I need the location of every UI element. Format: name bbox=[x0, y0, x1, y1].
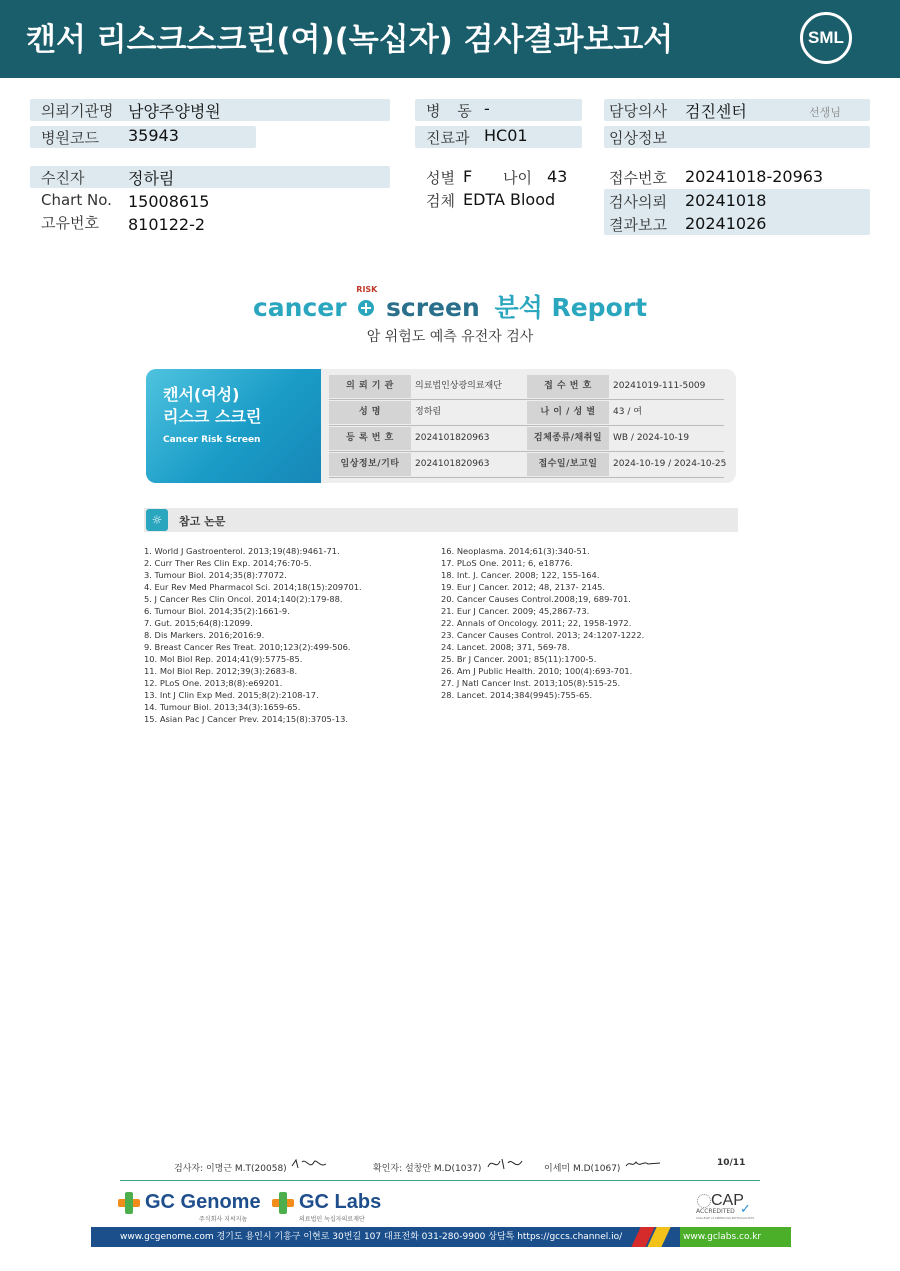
cell-value-specimen: WB / 2024-10-19 bbox=[613, 433, 690, 443]
cell-value-receipt: 20241019-111-5009 bbox=[613, 381, 706, 391]
sml-logo: SML bbox=[800, 12, 852, 64]
request-value: 20241018 bbox=[685, 191, 767, 210]
ward-value: - bbox=[484, 99, 490, 118]
report-date-value: 20241026 bbox=[685, 214, 767, 233]
receipt-value: 20241018-20963 bbox=[685, 167, 824, 186]
reference-item: 5. J Cancer Res Clin Oncol. 2014;140(2):179-88. bbox=[144, 594, 343, 604]
reference-item: 23. Cancer Causes Control. 2013; 24:1207-1222. bbox=[441, 630, 645, 640]
cell-label-registration: 등 록 번 호 bbox=[329, 427, 411, 450]
age-value: 43 bbox=[547, 167, 568, 186]
receipt-label: 접수번호 bbox=[609, 169, 667, 187]
brand-cancer: cancer bbox=[252, 293, 347, 322]
reference-item: 16. Neoplasma. 2014;61(3):340-51. bbox=[441, 546, 590, 556]
cell-label-clinical: 임상정보/기타 bbox=[329, 453, 411, 476]
confirmer-signature bbox=[486, 1155, 526, 1173]
specimen-value: EDTA Blood bbox=[463, 190, 556, 209]
brand-screen: screen bbox=[386, 293, 480, 322]
reference-item: 28. Lancet. 2014;384(9945):755-65. bbox=[441, 690, 593, 700]
references-header bbox=[144, 508, 738, 532]
department-value: HC01 bbox=[484, 126, 528, 145]
request-label: 검사의뢰 bbox=[609, 193, 667, 211]
row-divider bbox=[329, 477, 724, 478]
hospital-code-value: 35943 bbox=[128, 126, 179, 145]
reference-item: 27. J Natl Cancer Inst. 2013;105(8):515-25. bbox=[441, 678, 621, 688]
doctor-value: 검진센터 bbox=[685, 102, 747, 121]
department-label: 진료과 bbox=[426, 129, 470, 147]
reference-item: 1. World J Gastroenterol. 2013;19(48):9461-71. bbox=[144, 546, 340, 556]
brand-suffix: 분석 Report bbox=[494, 293, 648, 322]
gclabs-url[interactable]: www.gclabs.co.kr bbox=[683, 1232, 762, 1242]
examiner-signature bbox=[290, 1156, 330, 1172]
panel-title-2: 리스크 스크린 bbox=[163, 407, 262, 426]
patient-label: 수진자 bbox=[41, 169, 85, 187]
page-number: 10/11 bbox=[717, 1158, 746, 1168]
cell-value-institution: 의료법인상광의료재단 bbox=[415, 381, 502, 391]
sex-value: F bbox=[463, 167, 473, 186]
globe-icon: ☼ bbox=[146, 509, 168, 531]
reference-item: 22. Annals of Oncology. 2011; 22, 1958-1972. bbox=[441, 618, 632, 628]
reference-item: 14. Tumour Biol. 2013;34(3):1659-65. bbox=[144, 702, 301, 712]
gc-labs-logo: GC Labs bbox=[299, 1191, 382, 1213]
patient-value: 정하림 bbox=[128, 169, 175, 188]
reference-item: 20. Cancer Causes Control.2008;19, 689-701. bbox=[441, 594, 631, 604]
reference-item: 10. Mol Biol Rep. 2014;41(9):5775-85. bbox=[144, 654, 303, 664]
row-divider bbox=[329, 425, 724, 426]
gc-cross-icon bbox=[272, 1192, 294, 1214]
cap-logo: CAP bbox=[711, 1192, 744, 1209]
report-date-label: 결과보고 bbox=[609, 216, 667, 234]
cell-value-age-sex: 43 / 여 bbox=[613, 407, 642, 417]
footer-address: www.gcgenome.com 경기도 용인시 기흥구 이현로 30번길 107 대표전화 031-280-9900 상담톡 https://gccs.channel.io/ bbox=[120, 1232, 623, 1242]
cell-value-name: 정하림 bbox=[415, 407, 442, 417]
gc-genome-sub: 주식회사 지씨지놈 bbox=[199, 1216, 248, 1223]
reference-item: 19. Eur J Cancer. 2012; 48, 2137- 2145. bbox=[441, 582, 606, 592]
cell-label-specimen: 검체종류/채취일 bbox=[527, 427, 609, 450]
cap-small: COLLEGE of AMERICAN PATHOLOGISTS bbox=[696, 1216, 755, 1220]
reference-item: 11. Mol Biol Rep. 2012;39(3):2683-8. bbox=[144, 666, 298, 676]
reference-item: 8. Dis Markers. 2016;2016:9. bbox=[144, 630, 265, 640]
reference-item: 3. Tumour Biol. 2014;35(8):77072. bbox=[144, 570, 287, 580]
hospital-code-label: 병원코드 bbox=[41, 129, 99, 147]
chart-no-label: Chart No. bbox=[41, 191, 112, 209]
cell-label-receipt: 접 수 번 호 bbox=[527, 375, 609, 398]
confirmer2-signature bbox=[624, 1158, 662, 1170]
cell-value-clinical: 2024101820963 bbox=[415, 459, 490, 469]
references-title: 참고 논문 bbox=[179, 515, 226, 528]
panel-banner bbox=[146, 369, 321, 483]
chart-no-value: 15008615 bbox=[128, 192, 210, 211]
page-title: 캔서 리스크스크린(여)(녹십자) 검사결과보고서 bbox=[26, 22, 674, 58]
reference-item: 25. Br J Cancer. 2001; 85(11):1700-5. bbox=[441, 654, 597, 664]
cell-label-dates: 접수일/보고일 bbox=[527, 453, 609, 476]
reference-item: 18. Int. J. Cancer. 2008; 122, 155-164. bbox=[441, 570, 600, 580]
confirmer-text: 확인자: 설창안 M.D(1037) bbox=[373, 1164, 482, 1174]
sex-label: 성별 bbox=[426, 169, 455, 187]
cap-accredited: ACCREDITED bbox=[696, 1208, 735, 1215]
cell-label-institution: 의 뢰 기 관 bbox=[329, 375, 411, 398]
confirmer2-text: 이세미 M.D(1067) bbox=[544, 1164, 621, 1174]
references-left bbox=[144, 545, 362, 725]
cell-value-dates: 2024-10-19 / 2024-10-25 bbox=[613, 459, 727, 469]
reference-item: 13. Int J Clin Exp Med. 2015;8(2):2108-17. bbox=[144, 690, 319, 700]
reference-item: 15. Asian Pac J Cancer Prev. 2014;15(8):3705-13. bbox=[144, 714, 349, 724]
panel-title-en: Cancer Risk Screen bbox=[163, 435, 261, 445]
reference-item: 7. Gut. 2015;64(8):12099. bbox=[144, 618, 253, 628]
panel-title-1: 캔서(여성) bbox=[163, 385, 240, 404]
specimen-label: 검체 bbox=[426, 192, 455, 210]
risk-plus-icon bbox=[355, 285, 378, 319]
reference-item: 2. Curr Ther Res Clin Exp. 2014;76:70-5. bbox=[144, 558, 312, 568]
references-right bbox=[441, 545, 644, 701]
reference-item: 17. PLoS One. 2011; 6, e18776. bbox=[441, 558, 573, 568]
footer-divider bbox=[120, 1180, 760, 1181]
cancer-screen-logo bbox=[0, 285, 900, 324]
reference-item: 4. Eur Rev Med Pharmacol Sci. 2014;18(15):209701. bbox=[144, 582, 362, 592]
reference-item: 26. Am J Public Health. 2010; 100(4):693-701. bbox=[441, 666, 633, 676]
cap-seal-icon bbox=[697, 1194, 711, 1208]
institution-value: 남양주양병원 bbox=[128, 102, 221, 121]
doctor-suffix: 선생님 bbox=[809, 106, 841, 119]
gc-labs-sub: 의료법인 녹십자의료재단 bbox=[299, 1216, 365, 1223]
cell-label-age-sex: 나 이 / 성 별 bbox=[527, 401, 609, 424]
row-divider bbox=[329, 451, 724, 452]
unique-no-value: 810122-2 bbox=[128, 215, 206, 234]
clinical-label: 임상정보 bbox=[609, 129, 667, 147]
reference-item: 21. Eur J Cancer. 2009; 45,2867-73. bbox=[441, 606, 590, 616]
gc-cross-icon bbox=[118, 1192, 140, 1214]
doctor-label: 담당의사 bbox=[609, 102, 667, 120]
examiner-text: 검사자: 이명근 M.T(20058) bbox=[174, 1164, 287, 1174]
reference-item: 24. Lancet. 2008; 371, 569-78. bbox=[441, 642, 570, 652]
institution-label: 의뢰기관명 bbox=[41, 102, 114, 120]
ward-label: 병 동 bbox=[426, 102, 478, 120]
reference-item: 12. PLoS One. 2013;8(8):e69201. bbox=[144, 678, 283, 688]
reference-item: 9. Breast Cancer Res Treat. 2010;123(2):499-506. bbox=[144, 642, 351, 652]
check-icon: ✓ bbox=[740, 1202, 751, 1217]
report-subtitle: 암 위험도 예측 유전자 검사 bbox=[366, 329, 534, 345]
cell-value-registration: 2024101820963 bbox=[415, 433, 490, 443]
gc-genome-logo: GC Genome bbox=[145, 1191, 261, 1213]
brand-risk: RISK bbox=[356, 285, 378, 294]
reference-item: 6. Tumour Biol. 2014;35(2):1661-9. bbox=[144, 606, 290, 616]
cell-label-name: 성 명 bbox=[329, 401, 411, 424]
unique-no-label: 고유번호 bbox=[41, 214, 99, 232]
age-label: 나이 bbox=[503, 169, 532, 187]
row-divider bbox=[329, 399, 724, 400]
